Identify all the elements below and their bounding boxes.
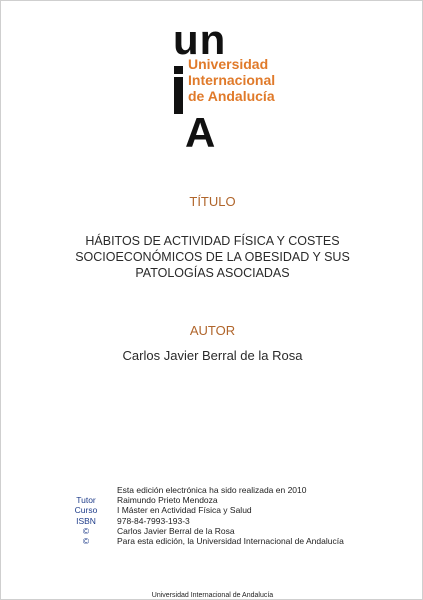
info-key: Tutor — [76, 495, 96, 506]
logo-i-dot — [174, 66, 183, 74]
info-row-tutor — [61, 495, 344, 505]
logo-i-stem — [174, 77, 183, 114]
copyright-icon: © — [82, 535, 90, 546]
logo-line-universidad: Universidad — [188, 56, 269, 72]
title-line: HÁBITOS DE ACTIVIDAD FÍSICA Y COSTES — [85, 234, 340, 248]
logo-un-text: un — [173, 16, 227, 63]
edition-info — [61, 485, 344, 546]
university-logo — [171, 16, 291, 156]
edition-note-row — [61, 485, 344, 495]
info-value: 978-84-7993-193-3 — [117, 515, 190, 526]
page-footer: Universidad Internacional de Andalucía — [151, 592, 274, 599]
info-row-copyright-author — [61, 526, 344, 536]
titulo-label: TÍTULO — [189, 194, 236, 209]
info-value: Raimundo Prieto Mendoza — [117, 495, 218, 506]
info-value: I Máster en Actividad Física y Salud — [117, 505, 252, 516]
info-row-isbn — [61, 516, 344, 526]
edition-note: Esta edición electrónica ha sido realizada en 2010 — [117, 485, 307, 495]
autor-label: AUTOR — [189, 323, 236, 338]
title-line: SOCIOECONÓMICOS DE LA OBESIDAD Y SUS — [75, 250, 350, 264]
info-key: Curso — [74, 505, 98, 516]
info-value: Para esta edición, la Universidad Internacional de Andalucía — [117, 535, 344, 546]
author-name: Carlos Javier Berral de la Rosa — [122, 348, 303, 363]
logo-a-letter: A — [185, 109, 216, 156]
copyright-icon: © — [82, 525, 90, 536]
title-line: PATOLOGÍAS ASOCIADAS — [135, 266, 290, 280]
document-title — [1, 233, 423, 281]
info-key: ISBN — [76, 515, 96, 526]
info-row-copyright-edition — [61, 536, 344, 546]
info-value: Carlos Javier Berral de la Rosa — [117, 525, 235, 536]
info-row-curso — [61, 505, 344, 515]
logo-line-andalucia: de Andalucía — [188, 88, 275, 104]
logo-line-internacional: Internacional — [188, 72, 276, 88]
